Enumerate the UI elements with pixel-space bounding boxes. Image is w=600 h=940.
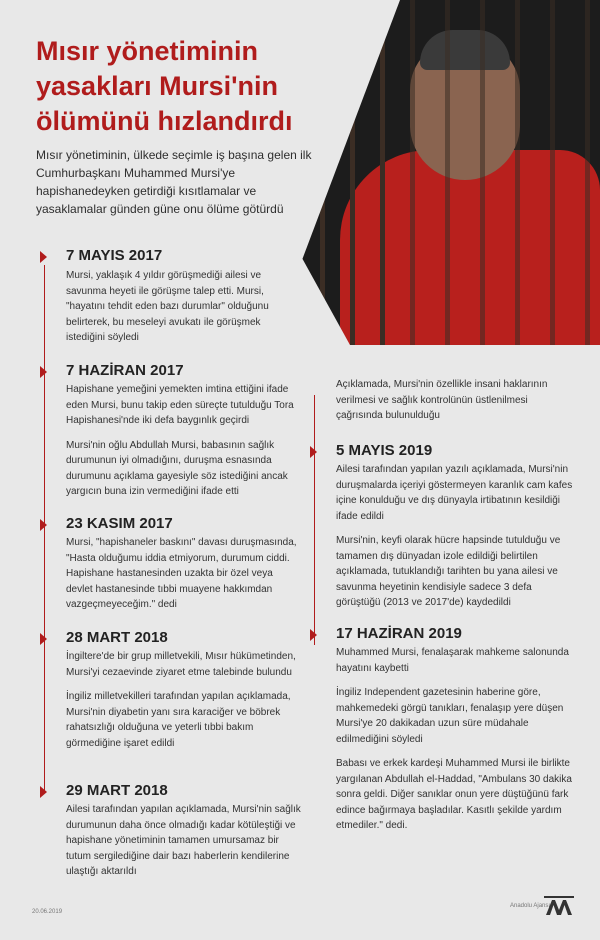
entry-paragraph: İngiltere'de bir grup milletvekili, Mısır hükümetinden, Mursi'yi cezaevinde ziyaret etme talebinde bulundu [66, 651, 296, 678]
timeline-marker [40, 633, 47, 645]
footer-brand: Anadolu Ajansı [510, 903, 551, 909]
entry-paragraph: İngiliz milletvekilleri tarafından yapılan açıklamada, Mursi'nin diyabetin yanı sıra karaciğer ve böbrek rahatsızlığı olduğuna ve yeterli tıbbi bakım görmediğine işaret edildi [66, 691, 291, 749]
agency-logo-icon [544, 896, 574, 916]
timeline-marker [40, 251, 47, 263]
entry-date: 17 HAZİRAN 2019 [336, 625, 462, 642]
footer-date: 20.06.2019 [32, 909, 63, 915]
entry-date: 7 HAZİRAN 2017 [66, 362, 184, 379]
entry-paragraph: Mursi, yaklaşık 4 yıldır görüşmediği ailesi ve savunma heyeti ile görüşme talep etti. Mursi, "hayatını tehdit eden bazı durumlar" olduğunu belirterek, bu meseleyi avukatı ile görüşmek istediğini söyledi [66, 270, 269, 343]
entry-date: 7 MAYIS 2017 [66, 247, 163, 264]
timeline-marker [40, 519, 47, 531]
entry-paragraph: İngiliz Independent gazetesinin haberine göre, mahkemedeki görgü tanıkları, fenalaşıp yere düşen Mursi'ye 20 dakikadan uzun süre müdahale edilmediğini söyledi [336, 687, 564, 745]
entry-paragraph: Hapishane yemeğini yemekten imtina ettiğini ifade eden Mursi, bunu takip eden süreçte tutulduğu Tora Hapishanesi'nde iki defa baygınlık geçirdi [66, 384, 294, 426]
timeline-marker [40, 366, 47, 378]
entry-body [336, 645, 576, 843]
timeline-marker [310, 446, 317, 458]
lede-text: Mısır yönetiminin, ülkede seçimle iş başına gelen ilk Cumhurbaşkanı Muhammed Mursi'ye hapishanedeyken getirdiği kısıtlamalar ve yasaklamalar günden güne onu ölüme götürdü [36, 148, 312, 216]
entry-body [66, 649, 302, 760]
entry-paragraph: Mursi, "hapishaneler baskını" davası duruşmasında, "Hasta olduğumu iddia etmiyorum, durumum ciddi. Hapishane hastanesinden uzakta bir özel veya devlet hastanesinde tıbbi muayene hakkımdan vazgeçmeyeceğim." dedi [66, 537, 297, 610]
entry-date: 29 MART 2018 [66, 782, 168, 799]
entry-paragraph: Muhammed Mursi, fenalaşarak mahkeme salonunda hayatını kaybetti [336, 647, 569, 674]
entry-body [66, 268, 302, 355]
timeline-marker [310, 629, 317, 641]
entry-paragraph: Ailesi tarafından yapılan yazılı açıklamada, Mursi'nin duruşmalarda içeriyi göstermeyen karanlık cam kafes içine konulduğu ve dış dünyayla irtibatının kesildiği ifade edildi [336, 464, 573, 522]
entry-body [336, 377, 576, 433]
entry-body [66, 382, 302, 509]
timeline-marker [40, 786, 47, 798]
entry-paragraph: Mursi'nin, keyfi olarak hücre hapsinde tutulduğu ve tamamen dış dünyadan izole edildiği belirtilen açıklamada, tutuklandığı tarihten bu yana ailesi ve savunma heyetinin kendisiyle sadece 3 defa görüştüğü (2013 ve 2017'de) kaydedildi [336, 535, 561, 608]
page-title: Mısır yönetiminin yasakları Mursi'nin ölümünü hızlandırdı [36, 36, 293, 136]
entry-date: 23 KASIM 2017 [66, 515, 173, 532]
entry-date: 28 MART 2018 [66, 629, 168, 646]
entry-paragraph: Babası ve erkek kardeşi Muhammed Mursi ile birlikte yargılanan Abdullah el-Haddad, "Ambulans 30 dakika sonra geldi. Diğer sanıklar onun yere düştüğünü fark edince bağırmaya başladılar. Kasıtlı şekilde yardım etmediler." dedi. [336, 758, 572, 831]
entry-body [66, 535, 302, 622]
timeline-line-right [314, 395, 315, 645]
entry-paragraph: Ailesi tarafından yapılan açıklamada, Mursi'nin sağlık durumunun daha önce olmadığı kadar kötüleştiği ve hapishane yönetiminin tamamen umursamaz bir tutum sergilediğine dair bazı haberlerin kendilerine ulaştığı aktarıldı [66, 804, 301, 877]
entry-paragraph: Mursi'nin oğlu Abdullah Mursi, babasının sağlık durumunun iyi olmadığını, duruşma esnasında durumunu açıklama gayesiyle söz istediğini ancak yargıcın buna izin vermediğini ifade etti [66, 439, 288, 497]
entry-date: 5 MAYIS 2019 [336, 442, 433, 459]
entry-body [66, 802, 302, 889]
entry-paragraph: Açıklamada, Mursi'nin özellikle insani haklarının verilmesi ve sağlık kontrolünün üstlenilmesi çağrısında bulunulduğu [336, 379, 548, 421]
entry-body [336, 462, 576, 620]
